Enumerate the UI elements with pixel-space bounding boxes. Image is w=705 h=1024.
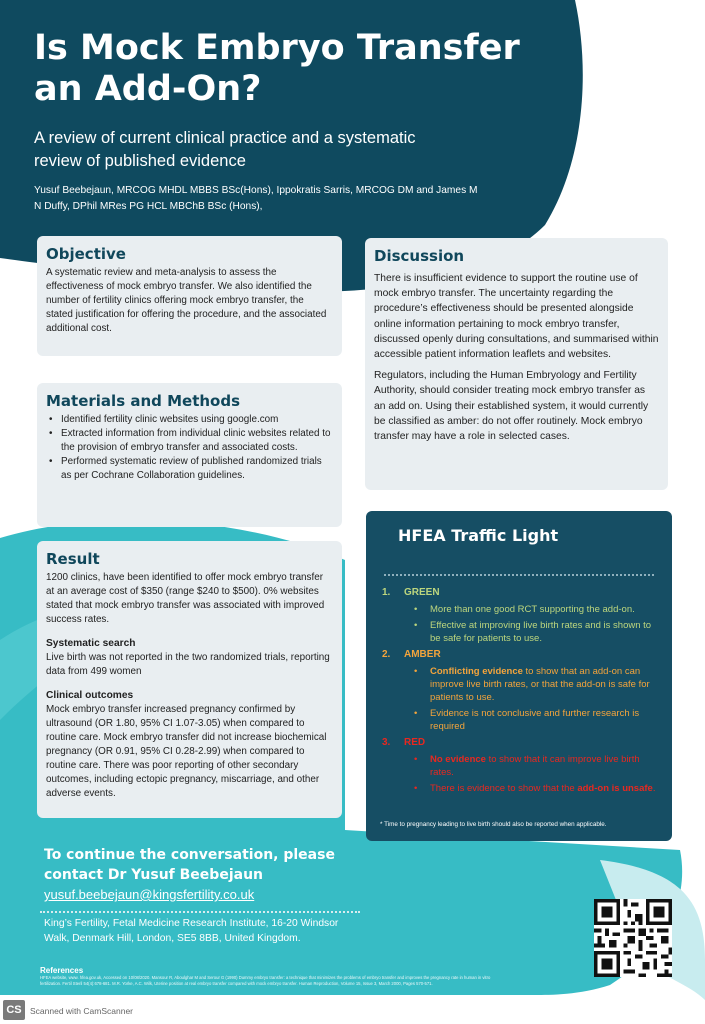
hfea-traffic-light-panel	[366, 511, 672, 841]
list-item: • Performed systematic review of published randomized trials as per Cochrane Collaboration guidelines.	[46, 455, 333, 483]
traffic-level-red: 3. RED	[382, 737, 426, 748]
qr-code-icon[interactable]	[594, 899, 672, 977]
contact-line: To continue the conversation, please contact Dr Yusuf Beebejaun	[44, 847, 335, 883]
objective-heading: Objective	[46, 245, 126, 263]
objective-text: A systematic review and meta-analysis to assess the effectiveness of mock embryo transfer. We also identified the number of fertility clinics offering mock embryo transfer, the stated justification for offering the procedure, and the associated additional cost.	[46, 267, 327, 334]
traffic-level-green: 1. GREEN	[382, 587, 440, 598]
list-item: • Effective at improving live birth rates and is shown to be safe for patients to use.	[404, 619, 658, 645]
institution-address: King’s Fertility, Fetal Medicine Research Institute, 16-20 Windsor Walk, Denmark Hill, London, SE5 8BB, United Kingdom.	[44, 918, 339, 944]
poster-subtitle: A review of current clinical practice and a systematic review of published evidence	[34, 129, 416, 170]
discussion-card	[365, 238, 668, 490]
list-item: • Extracted information from individual clinic websites related to the provision of embryo transfer and associated costs.	[46, 427, 333, 455]
list-item: • No evidence to show that it can improve live birth rates.	[404, 753, 658, 779]
references	[40, 966, 510, 986]
methods-list	[46, 413, 333, 483]
clinical-outcomes-text: Mock embryo transfer increased pregnancy confirmed by ultrasound (OR 1.80, 95% CI 1.07-3.05) when compared to routine care. Mock embryo transfer did not increase biochemical pregnancy (OR 0.91, 95% CI 0.28-2.99) when compared to routine care. There was poor reporting of other secondary outcomes, including ectopic pregnancy, miscarriage, and other adverse events.	[46, 704, 327, 799]
hfea-heading: HFEA Traffic Light	[398, 526, 559, 545]
contact-email-link[interactable]: yusuf.beebejaun@kingsfertility.co.uk	[44, 887, 255, 902]
traffic-label-red: RED	[404, 737, 426, 748]
methods-heading: Materials and Methods	[46, 392, 241, 410]
methods-card	[37, 383, 342, 527]
poster-title: Is Mock Embryo Transfer an Add-On?	[34, 28, 520, 109]
result-text: 1200 clinics, have been identified to offer mock embryo transfer at an average cost of $350 (range $240 to $500). 0% websites stated that mock embryo transfer was associated with improved success rates.	[46, 572, 325, 625]
list-item: • There is evidence to show that the add-on is unsafe.	[404, 782, 658, 795]
red-items	[404, 753, 658, 795]
clinical-outcomes-heading: Clinical outcomes	[46, 690, 134, 701]
objective-card	[37, 236, 342, 356]
result-card	[37, 541, 342, 818]
hfea-footnote: * Time to pregnancy leading to live birth should also be reported when applicable.	[380, 821, 607, 828]
traffic-level-amber: 2. AMBER	[382, 649, 441, 660]
result-heading: Result	[46, 550, 100, 568]
systematic-search-heading: Systematic search	[46, 638, 136, 649]
systematic-search-text: Live birth was not reported in the two randomized trials, reporting data from 499 women	[46, 652, 330, 677]
traffic-label-green: GREEN	[404, 587, 440, 598]
camscanner-logo: CS	[3, 1000, 25, 1020]
discussion-paragraph-2: Regulators, including the Human Embryology and Fertility Authority, should consider treating mock embryo transfer as an add on. Using their established system, it would currently be classified as amber: do not offer routinely. Mock embryo transfer may have a role in selected cases.	[374, 370, 649, 443]
dotted-divider	[40, 911, 360, 913]
list-item: • More than one good RCT supporting the add-on.	[404, 603, 658, 616]
dotted-divider	[384, 574, 654, 576]
references-text: HFEA website, www. hfea.gov.uk, Accessed on 10/08/2020. Mansour R, Aboulghar M and Serour G (1990) Dummy embryo transfer: a technique that minimizes the problems of embryo transfer and improves the pregnancy rate in human in vitro fertilization. Fertil Steril 54(4):678-681. M.R. Yorke, A.C. Wilk, Uterine position at real embryo transfer compared with mock embryo transfer. Human Reproduction, Volume 15, Issue 3, March 2000, Pages 570-571.	[40, 975, 491, 986]
camscanner-watermark: Scanned with CamScanner	[30, 1006, 134, 1016]
poster-authors: Yusuf Beebejaun, MRCOG MHDL MBBS BSc(Hons), Ippokratis Sarris, MRCOG DM and James M N Duffy, DPhil MRes PG HCL MBChB BSc (Hons),	[34, 185, 478, 212]
references-heading: References	[40, 966, 84, 975]
amber-items	[404, 665, 658, 733]
discussion-paragraph-1: There is insufficient evidence to support the routine use of mock embryo transfer. The uncertainty regarding the procedure’s effectiveness should be presented alongside online information pertaining to mock embryo transfer, discussed openly during consultations, and summarised within accessible patient information leaflets and websites.	[374, 273, 659, 361]
traffic-label-amber: AMBER	[404, 649, 441, 660]
list-item: • Evidence is not conclusive and further research is required	[404, 707, 658, 733]
discussion-heading: Discussion	[374, 247, 465, 265]
green-items	[404, 603, 658, 645]
list-item: • Conflicting evidence to show that an add-on can improve live birth rates, or that the add-on is safe for patients to use.	[404, 665, 658, 704]
list-item: • Identified fertility clinic websites using google.com	[46, 413, 333, 427]
